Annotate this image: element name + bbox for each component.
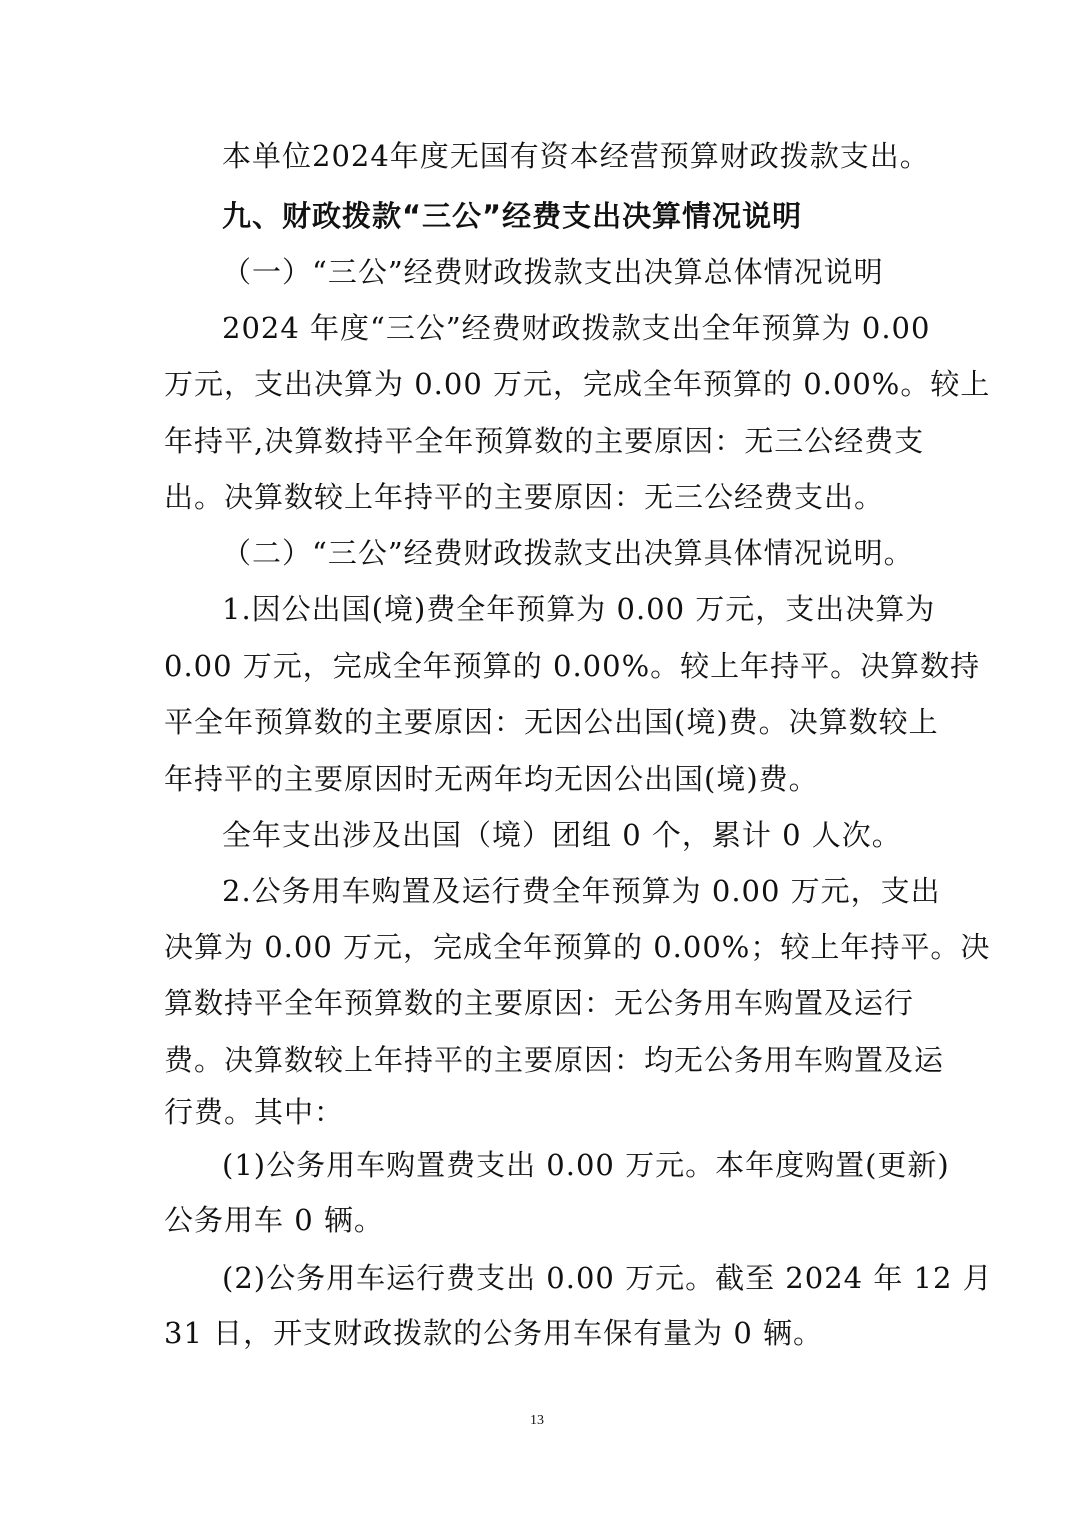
paragraph-line: 本单位2024年度无国有资本经营预算财政拨款支出。 bbox=[222, 139, 930, 173]
paragraph-line: 1.因公出国(境)费全年预算为 0.00 万元，支出决算为 bbox=[222, 592, 936, 626]
paragraph-line: 行费。其中： bbox=[164, 1095, 345, 1129]
paragraph-line: 费。决算数较上年持平的主要原因：均无公务用车购置及运 bbox=[164, 1043, 945, 1077]
page-number: 13 bbox=[530, 1413, 544, 1428]
paragraph-line: 0.00 万元，完成全年预算的 0.00%。较上年持平。决算数持 bbox=[164, 649, 981, 683]
paragraph-line: 年持平,决算数持平全年预算数的主要原因：无三公经费支 bbox=[164, 424, 925, 458]
paragraph-line: 2024 年度“三公”经费财政拨款支出全年预算为 0.00 bbox=[222, 311, 931, 345]
section-heading: 九、财政拨款“三公”经费支出决算情况说明 bbox=[222, 199, 803, 233]
paragraph-line: 31 日，开支财政拨款的公务用车保有量为 0 辆。 bbox=[164, 1316, 824, 1350]
paragraph-line: 出。决算数较上年持平的主要原因：无三公经费支出。 bbox=[164, 480, 885, 514]
paragraph-line: 公务用车 0 辆。 bbox=[164, 1203, 384, 1237]
paragraph-line: 决算为 0.00 万元，完成全年预算的 0.00%；较上年持平。决 bbox=[164, 930, 991, 964]
subsection-heading: （二）“三公”经费财政拨款支出决算具体情况说明。 bbox=[222, 536, 914, 570]
paragraph-line: 万元，支出决算为 0.00 万元，完成全年预算的 0.00%。较上 bbox=[164, 367, 991, 401]
paragraph-line: 年持平的主要原因时无两年均无因公出国(境)费。 bbox=[164, 762, 819, 796]
paragraph-line: (2)公务用车运行费支出 0.00 万元。截至 2024 年 12 月 bbox=[222, 1261, 993, 1295]
subsection-heading: （一）“三公”经费财政拨款支出决算总体情况说明 bbox=[222, 255, 884, 289]
paragraph-line: 平全年预算数的主要原因：无因公出国(境)费。决算数较上 bbox=[164, 705, 939, 739]
paragraph-line: 算数持平全年预算数的主要原因：无公务用车购置及运行 bbox=[164, 986, 915, 1020]
paragraph-line: (1)公务用车购置费支出 0.00 万元。本年度购置(更新) bbox=[222, 1148, 950, 1182]
paragraph-line: 全年支出涉及出国（境）团组 0 个，累计 0 人次。 bbox=[222, 818, 902, 852]
paragraph-line: 2.公务用车购置及运行费全年预算为 0.00 万元，支出 bbox=[222, 874, 941, 908]
